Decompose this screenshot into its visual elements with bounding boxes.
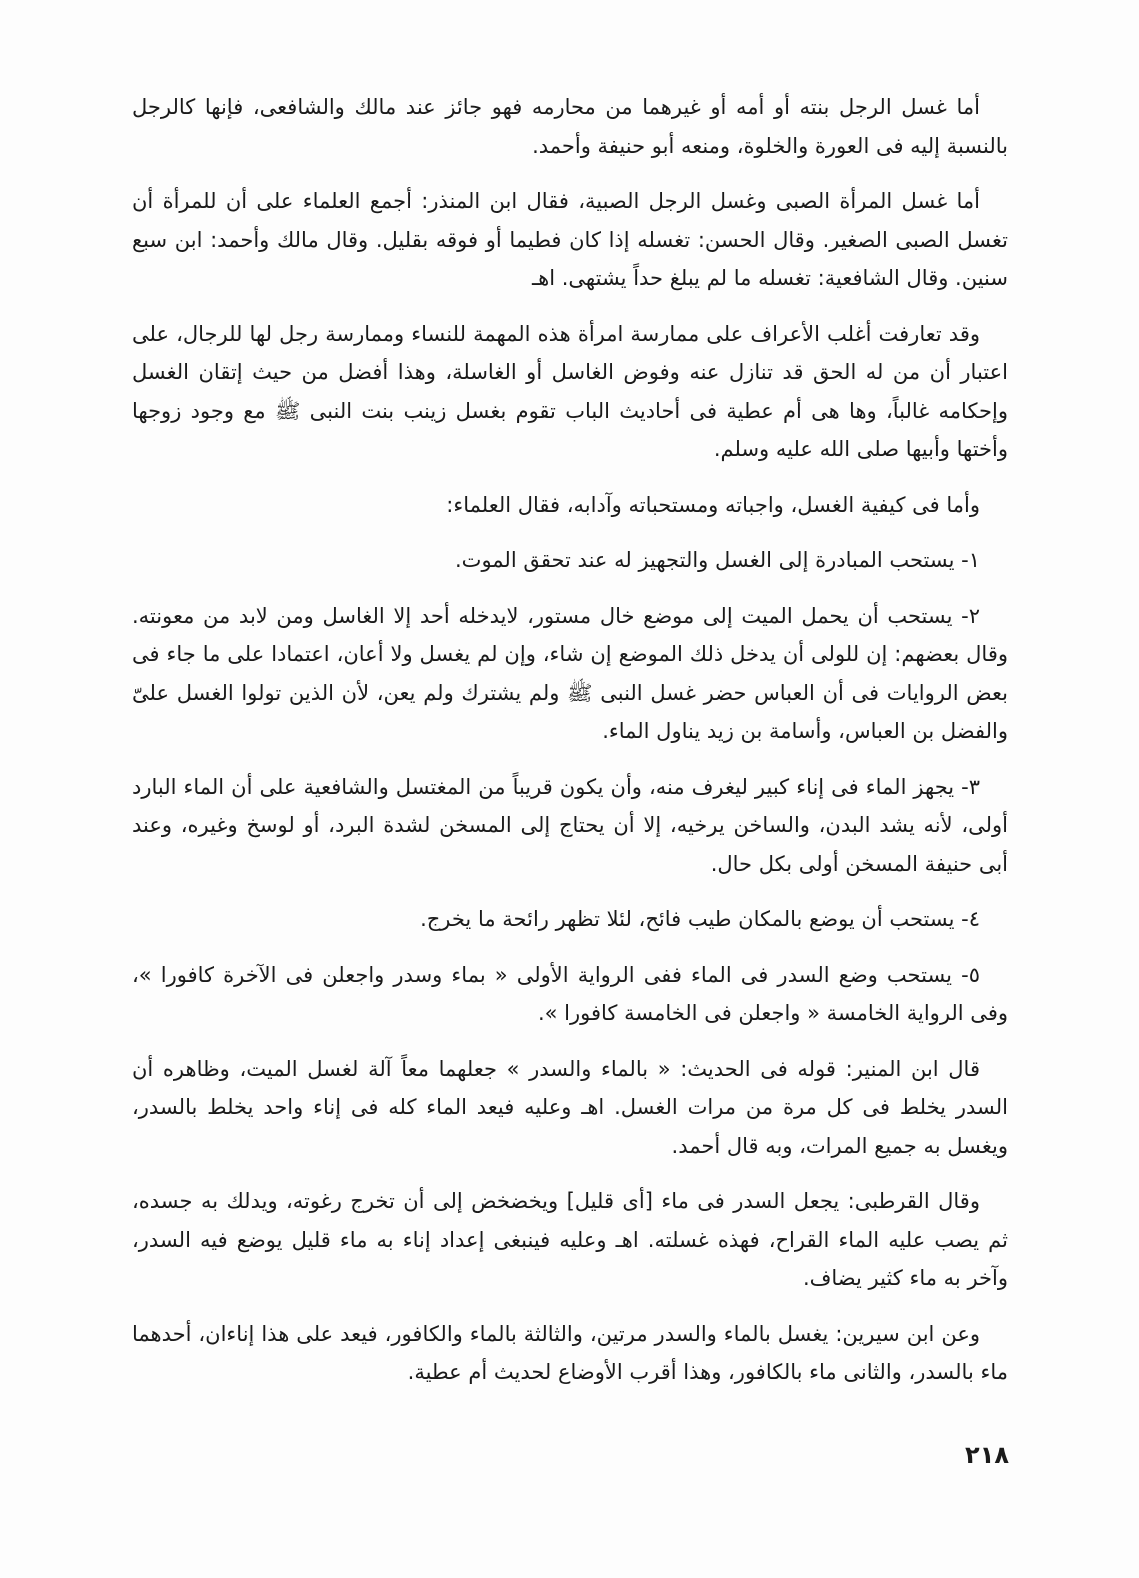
list-item-2: ٢- يستحب أن يحمل الميت إلى موضع خال مستور، لايدخله أحد إلا الغاسل ومن لابد من معونته. وقال بعضهم: إن للولى أن يدخل ذلك الموضع إن شاء، وإن لم يغسل ولا أعان، اعتمادا على ما جاء فى بعض الروايات فى أن العباس حضر غسل النبى ﷺ ولم يشترك ولم يعن، لأن الذين تولوا الغسل علىّ والفضل بن العباس، وأسامة بن زيد يناول الماء. [132,603,1008,743]
paragraph-1: أما غسل الرجل بنته أو أمه أو غيرهما من محارمه فهو جائز عند مالك والشافعى، فإنها كالرجل بالنسبة إليه فى العورة والخلوة، ومنعه أبو حنيفة وأحمد. [132,95,1008,158]
paragraph-2: أما غسل المرأة الصبى وغسل الرجل الصبية، فقال ابن المنذر: أجمع العلماء على أن للمرأة أن تغسل الصبى الصغير. وقال الحسن: تغسله إذا كان فطيما أو فوقه بقليل. وقال مالك وأحمد: ابن سبع سنين. وقال الشافعية: تغسله ما لم يبلغ حداً يشتهى. اهـ [132,189,1008,290]
body-text [132,88,1008,1409]
list-item-3: ٣- يجهز الماء فى إناء كبير ليغرف منه، وأن يكون قريباً من المغتسل والشافعية على أن الماء البارد أولى، لأنه يشد البدن، والساخن يرخيه، إلا أن يحتاج إلى المسخن لشدة البرد، أو لوسخ وغيره، وعند أبى حنيفة المسخن أولى بكل حال. [132,774,1008,876]
paragraph-ibn-sirin: وعن ابن سيرين: يغسل بالماء والسدر مرتين، والثالثة بالماء والكافور، فيعد على هذا إناءان، أحدهما ماء بالسدر، والثانى ماء بالكافور، وهذا أقرب الأوضاع لحديث أم عطية. [132,1321,1008,1384]
page-number: ٢١٨ [965,1441,1009,1469]
list-item-4: ٤- يستحب أن يوضع بالمكان طيب فائح، لئلا تظهر رائحة ما يخرج. [420,907,980,931]
list-item-1: ١- يستحب المبادرة إلى الغسل والتجهيز له عند تحقق الموت. [455,548,980,572]
list-item-5: ٥- يستحب وضع السدر فى الماء ففى الرواية الأولى « بماء وسدر واجعلن فى الآخرة كافورا »، وفى الرواية الخامسة « واجعلن فى الخامسة كافورا ». [132,962,1008,1025]
paragraph-3: وقد تعارفت أغلب الأعراف على ممارسة امرأة هذه المهمة للنساء وممارسة رجل لها للرجال، على اعتبار أن من له الحق قد تنازل عنه وفوض الغاسل أو الغاسلة، وهذا أفضل من حيث إتقان الغسل وإحكامه غالباً، وها هى أم عطية فى أحاديث الباب تقوم بغسل زينب بنت النبى ﷺ مع وجود زوجها وأختها وأبيها صلى الله عليه وسلم. [132,321,1008,461]
paragraph-alqurtubi: وقال القرطبى: يجعل السدر فى ماء [أى قليل] ويخضخض إلى أن تخرج رغوته، ويدلك به جسده، ثم يصب عليه الماء القراح، فهذه غسلته. اهـ وعليه فينبغى إعداد إناء به ماء قليل يوضع فيه السدر، وآخر به ماء كثير يضاف. [132,1189,1008,1290]
paragraph-ibn-almunir: قال ابن المنير: قوله فى الحديث: « بالماء والسدر » جعلهما معاً آلة لغسل الميت، وظاهره أن السدر يخلط فى كل مرة من مرات الغسل. اهـ وعليه فيعد الماء كله فى إناء واحد يخلط بالسدر، ويغسل به جميع المرات، وبه قال أحمد. [132,1056,1008,1158]
paragraph-4: وأما فى كيفية الغسل، واجباته ومستحباته وآدابه، فقال العلماء: [446,492,980,517]
